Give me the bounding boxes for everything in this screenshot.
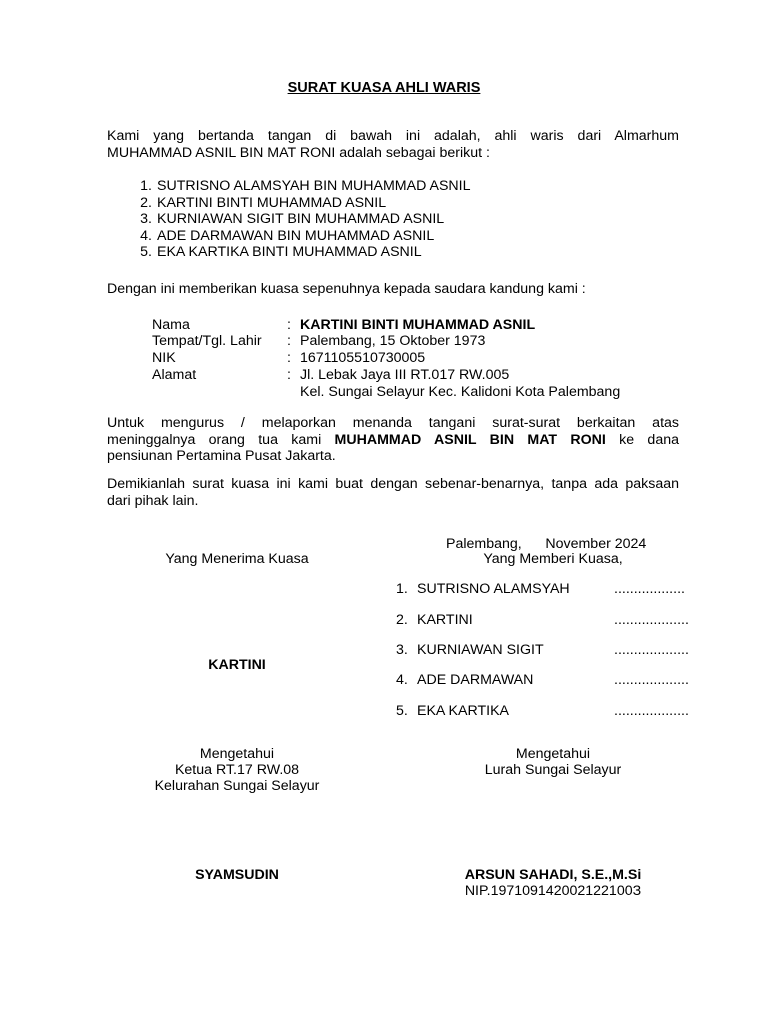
signature-line: ................... [614,642,689,658]
witness-left-name: SYAMSUDIN [195,867,279,883]
witness-left-area: Kelurahan Sungai Selayur [154,778,320,794]
purpose-paragraph [107,415,679,465]
signature-line: .................. [614,581,685,597]
purpose-line-3: pensiunan Pertamina Pusat Jakarta. [107,448,336,464]
witness-left-position: Ketua RT.17 RW.08 [174,762,300,778]
giver-heading: Yang Memberi Kuasa, [483,551,623,567]
document-title: SURAT KUASA AHLI WARIS [287,80,481,96]
purpose-line-1: Untuk mengurus / melaporkan menanda tangani surat-surat berkaitan atas [107,415,679,431]
birth-value: Palembang, 15 Oktober 1973 [300,333,486,349]
receiver-name: KARTINI [208,657,266,673]
purpose-line-2: meninggalnya orang tua kami MUHAMMAD ASNIL BIN MAT RONI ke dana [107,431,679,448]
address-line-2: Kel. Sungai Selayur Kec. Kalidoni Kota Palembang [300,384,621,400]
closing-line-2: dari pihak lain. [107,492,199,509]
receiver-heading: Yang Menerima Kuasa [165,551,309,567]
name-label: Nama [152,317,190,333]
closing-line-1: Demikianlah surat kuasa ini kami buat dengan sebenar-benarnya, tanpa ada paksaan [107,476,679,492]
name-colon: : [287,317,291,333]
witness-right-nip: NIP.197109142002122100З [464,883,642,899]
birth-label: Tempat/Tgl. Lahir [152,333,262,349]
heir-item: 2. KARTINI BINTI MUHAMMAD ASNIL [140,194,387,211]
birth-colon: : [287,333,291,349]
signature-line: ................... [614,703,689,719]
nik-value: 1671105510730005 [300,350,426,366]
witness-right-heading: Mengetahui [515,746,591,762]
signature-line: ................... [614,612,689,628]
intro-line-1: Kami yang bertanda tangan di bawah ini adalah, ahli waris dari Almarhum [107,128,679,144]
witness-right-position: Lurah Sungai Selayur [484,762,622,778]
name-value: KARTINI BINTI MUHAMMAD ASNIL [300,317,536,333]
intro-paragraph [107,128,679,161]
grant-statement: Dengan ini memberikan kuasa sepenuhnya kepada saudara kandung kami : [107,281,586,297]
intro-line-2: MUHAMMAD ASNIL BIN MAT RONI adalah sebagai berikut : [107,144,490,161]
witness-left-heading: Mengetahui [199,746,275,762]
address-colon: : [287,367,291,383]
address-label: Alamat [152,367,197,383]
heir-item: 5. EKA KARTIKA BINTI MUHAMMAD ASNIL [140,244,422,260]
closing-paragraph [107,476,679,509]
address-line-1: Jl. Lebak Jaya III RT.017 RW.005 [300,367,510,383]
signature-line: ................... [614,672,689,688]
heirs-list [107,178,471,261]
nik-label: NIK [152,350,176,366]
nik-colon: : [287,350,291,366]
heir-item: 1. SUTRISNO ALAMSYAH BIN MUHAMMAD ASNIL [140,178,471,194]
heir-item: 4. ADE DARMAWAN BIN MUHAMMAD ASNIL [140,227,435,244]
place-date: Palembang, November 2024 [446,536,647,552]
heir-item: 3. KURNIAWAN SIGIT BIN MUHAMMAD ASNIL [140,211,445,227]
witness-right-name: ARSUN SAHADI, S.E.,M.Si [464,867,642,883]
